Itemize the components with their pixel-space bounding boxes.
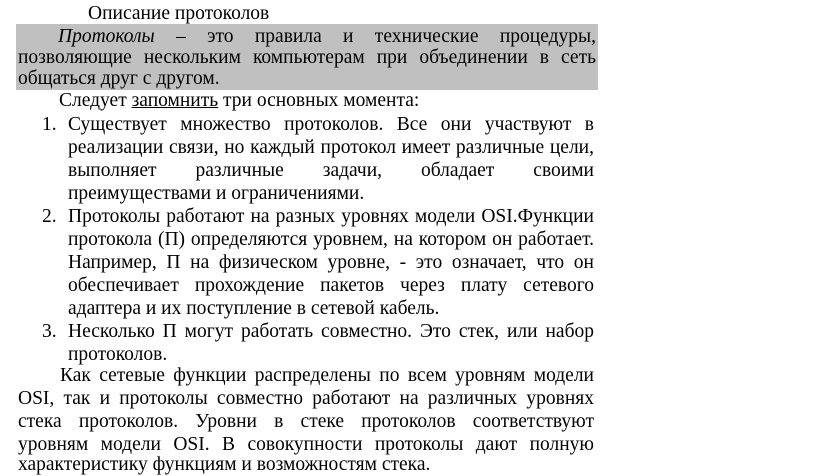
intro-prefix: Следует: [59, 90, 132, 111]
list-item-1-line-2: реализации связи, но каждый протокол имеет различные цели,: [68, 137, 594, 158]
list-item-1-line-1: Существует множество протоколов. Все они участвуют в: [68, 114, 594, 135]
list-item-number: 3.: [42, 321, 57, 342]
list-item-3-line-1: Несколько П могут работать совместно. Это стек, или набор: [68, 321, 594, 342]
list-item-2-line-3: Например, П на физическом уровне, - это означает, что он: [68, 252, 594, 273]
list-item-2-line-4: обеспечивает прохождение пакетов через плату сетевого: [68, 275, 594, 296]
definition-term: Протоколы: [58, 26, 155, 47]
intro-underlined: запомнить: [131, 90, 219, 111]
paragraph-line-3: стека протоколов. Уровни в стеке протоколов соответствуют: [18, 411, 594, 432]
list-item-3-line-2: протоколов.: [68, 344, 168, 365]
definition-line-3: общаться друг с другом.: [18, 68, 220, 89]
list-item-1-line-4: преимуществами и ограничениями.: [68, 183, 365, 204]
list-item-number: 1.: [42, 114, 57, 135]
list-item-number: 2.: [42, 206, 57, 227]
paragraph-line-5: характеристику функциям и возможностям стека.: [18, 454, 431, 475]
definition-text: – это правила и технические процедуры,: [154, 26, 596, 47]
intro-suffix: три основных момента:: [218, 90, 420, 111]
paragraph-line-4: уровням модели OSI. В совокупности протоколы дают полную: [18, 434, 594, 455]
intro-line: [59, 89, 419, 113]
list-item-1-line-3: выполняет различные задачи, обладает своими: [68, 160, 594, 181]
list-item-2-line-5: адаптера и их поступление в сетевой кабель.: [68, 298, 440, 319]
document-title: Описание протоколов: [88, 3, 270, 24]
list-item-2-line-2: протокола (П) определяются уровнем, на котором он работает.: [68, 229, 594, 250]
paragraph-line-2: OSI, так и протоколы совместно работают на различных уровнях: [18, 388, 594, 409]
definition-line-2: позволяющие нескольким компьютерам при объединении в сеть: [18, 47, 596, 68]
list-item-2-line-1: Протоколы работают на разных уровнях модели OSI.Функции: [68, 206, 594, 227]
paragraph-line-1: Как сетевые функции распределены по всем уровням модели: [60, 365, 594, 386]
